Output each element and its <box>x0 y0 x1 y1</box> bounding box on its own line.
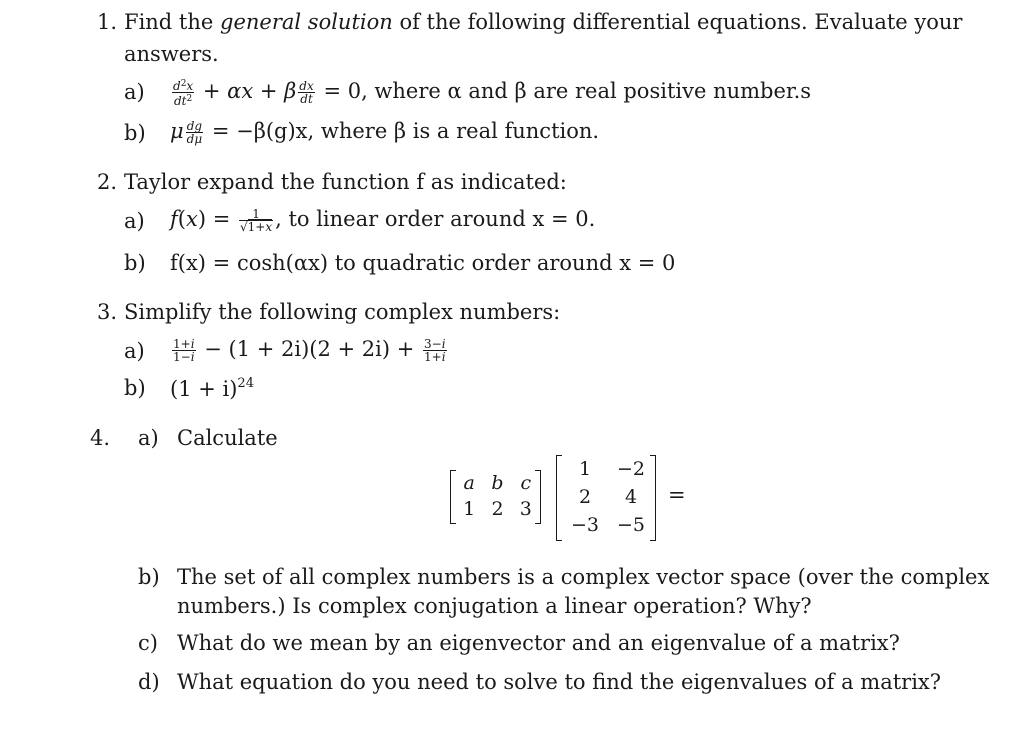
q3-number: 3. <box>97 300 118 324</box>
q1-emphasis: general solution <box>220 10 393 34</box>
q4a-label: a) <box>138 426 159 450</box>
matrix1-right-bracket <box>535 470 541 524</box>
q4b-text-line2: numbers.) Is complex conjugation a linear operation? Why? <box>177 594 812 618</box>
matrix1 <box>455 470 540 522</box>
matrix2-right-bracket <box>650 455 656 541</box>
q4b-text-line1: The set of all complex numbers is a complex vector space (over the complex <box>177 565 990 589</box>
q2-number: 2. <box>97 170 118 194</box>
matrix1-cell: 2 <box>491 498 504 520</box>
1pi-1mi-fraction: $\frac{1+i}{1-i}$ <box>173 337 195 364</box>
q1-statement: Find the general solution of the following differential equations. Evaluate your <box>124 10 963 34</box>
q1-statement-cont: answers. <box>124 42 219 66</box>
matrix2-cell: 1 <box>578 458 592 480</box>
q4d-label: d) <box>138 670 160 694</box>
d2x-dt2-fraction: $\frac{d^2x}{dt^2}$ <box>173 79 194 108</box>
dx-dt-fraction: $\frac{dx}{dt}$ <box>299 79 314 106</box>
matrix1-cell: c <box>520 472 532 494</box>
q3b-label: b) <box>124 376 146 400</box>
matrix2-cell: 2 <box>578 486 592 508</box>
equals-sign: = <box>668 483 686 507</box>
matrix2 <box>562 455 654 539</box>
q1b-label: b) <box>124 121 146 145</box>
matrix1-cell: a <box>463 472 475 494</box>
q2-statement: Taylor expand the function f as indicated: <box>124 170 567 194</box>
matrix1-cell: b <box>491 472 504 494</box>
q2b-equation: f(x) = cosh(αx) to quadratic order around x = 0 <box>170 251 676 275</box>
matrix1-cell: 1 <box>463 498 476 520</box>
q1b-equation: μ $\frac{dg}{d\mu}$ = −β(g)x, where β is a real function. <box>170 119 600 146</box>
q1a-label: a) <box>124 80 145 104</box>
q1a-equation: $\frac{d^2x}{dt^2}$ + αx + β $\frac{dx}{dt}$ = 0, where α and β are real positive number.s <box>173 79 812 108</box>
inverse-sqrt-fraction: $\frac{1}{√1+x}$ <box>239 207 273 234</box>
matrix2-cell: −3 <box>570 514 599 536</box>
q4d-text: What equation do you need to solve to find the eigenvalues of a matrix? <box>177 670 942 694</box>
q4c-text: What do we mean by an eigenvector and an eigenvalue of a matrix? <box>177 631 900 655</box>
q4-number: 4. <box>90 426 111 450</box>
matrix1-cell: 3 <box>519 498 532 520</box>
q2a-label: a) <box>124 209 145 233</box>
q2a-equation: f(x) = $\frac{1}{√1+x}$ , to linear order around x = 0. <box>170 207 596 234</box>
matrix2-cell: 4 <box>624 486 638 508</box>
matrix2-cell: −5 <box>616 514 645 536</box>
q3-statement: Simplify the following complex numbers: <box>124 300 561 324</box>
q4c-label: c) <box>138 631 158 655</box>
q2b-label: b) <box>124 251 146 275</box>
q3a-label: a) <box>124 339 145 363</box>
dg-dmu-fraction: $\frac{dg}{d\mu}$ <box>186 119 203 146</box>
matrix2-cell: −2 <box>616 458 645 480</box>
q1-number: 1. <box>97 10 118 34</box>
q4a-text: Calculate <box>177 426 278 450</box>
q3b-exponent: 24 <box>237 376 254 391</box>
q3a-expression: $\frac{1+i}{1-i}$ − (1 + 2i)(2 + 2i) + $\frac{3-i}{1+i}$ <box>173 337 446 364</box>
q4b-label: b) <box>138 565 160 589</box>
3mi-1pi-fraction: $\frac{3-i}{1+i}$ <box>424 337 446 364</box>
q3b-expression: $(1 + i)^{24}$ <box>170 376 254 401</box>
